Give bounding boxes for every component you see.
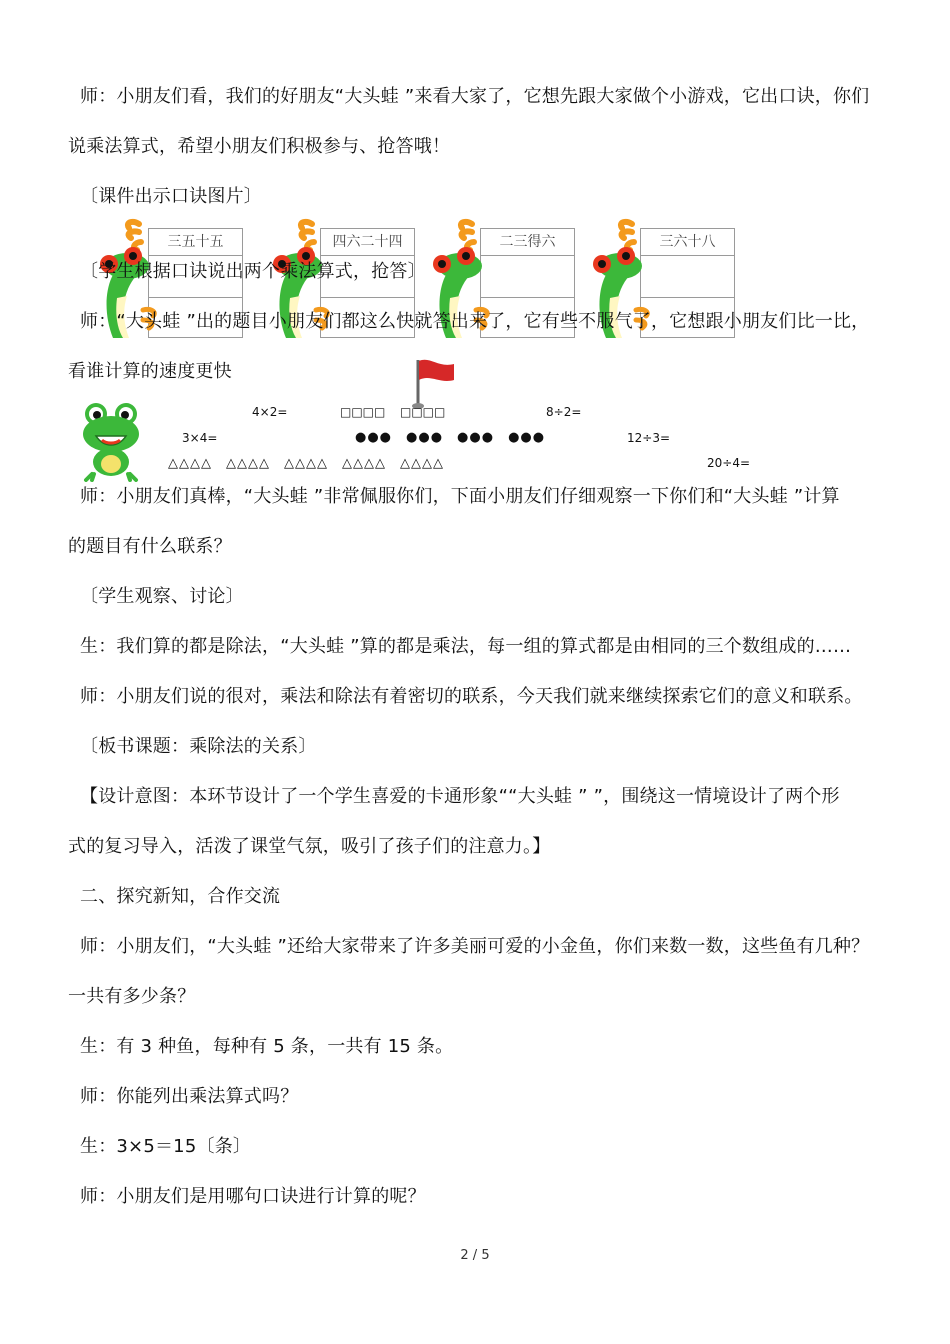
paragraph-line: 生：3×5＝15〔条〕 <box>80 1136 252 1157</box>
paragraph-line: 师：小朋友们看，我们的好朋友“大头蛙 ”来看大家了，它想先跟大家做个小游戏，它出口诀，你们 <box>80 86 870 107</box>
paragraph-line: 〔学生根据口诀说出两个乘法算式，抢答〕 <box>80 261 426 282</box>
paragraph-line: 说乘法算式，希望小朋友们积极参与、抢答哦！ <box>68 136 451 157</box>
triangle-groups: △△△△ △△△△ △△△△ △△△△ △△△△ <box>168 456 444 471</box>
paragraph-line: 师：小朋友们是用哪句口诀进行计算的呢？ <box>80 1186 426 1207</box>
equation-12div3: 12÷3= <box>627 431 671 445</box>
dot-groups: ●●● ●●● ●●● ●●● <box>355 430 546 445</box>
paragraph-line: 生：我们算的都是除法，“大头蛙 ”算的都是乘法，每一组的算式都是由相同的三个数组成的…… <box>80 636 852 657</box>
squares-group-b: □□□□ <box>400 405 446 419</box>
paragraph-line: 〔课件出示口诀图片〕 <box>80 186 262 207</box>
equation-8div2: 8÷2= <box>546 405 582 419</box>
rhyme-card-label: 三五十五 <box>149 229 242 256</box>
paragraph-line: 生：有 3 种鱼，每种有 5 条，一共有 15 条。 <box>80 1036 454 1057</box>
section-heading: 二、探究新知，合作交流 <box>80 886 281 907</box>
squares-group-a: □□□□ <box>340 405 386 419</box>
rhyme-card-label: 三六十八 <box>641 229 734 256</box>
paragraph-line: 师：小朋友们说的很对，乘法和除法有着密切的联系，今天我们就来继续探索它们的意义和联系。 <box>80 686 863 707</box>
design-intent-line: 【设计意图：本环节设计了一个学生喜爱的卡通形象““大头蛙 ” ”，围绕这一情境设计了两个形 <box>80 786 840 807</box>
paragraph-line: 师：你能列出乘法算式吗？ <box>80 1086 299 1107</box>
paragraph-line: 一共有多少条？ <box>68 986 196 1007</box>
rhyme-card-label: 四六二十四 <box>321 229 414 256</box>
paragraph-line: 师：小朋友们真棒，“大头蛙 ”非常佩服你们，下面小朋友们仔细观察一下你们和“大头蛙 ”计算 <box>80 486 840 507</box>
equation-4x2: 4×2= <box>252 405 288 419</box>
paragraph-line: 师：“大头蛙 ”出的题目小朋友们都这么快就答出来了，它有些不服气了，它想跟小朋友们比一比， <box>80 311 870 332</box>
sitting-frog-icon <box>80 400 142 482</box>
paragraph-line: 看谁计算的速度更快 <box>68 361 232 382</box>
equation-3x4: 3×4= <box>182 431 218 445</box>
paragraph-line: 的题目有什么联系？ <box>68 536 232 557</box>
design-intent-line: 式的复习导入，活泼了课堂气氛，吸引了孩子们的注意力。】 <box>68 836 551 857</box>
paragraph-line: 〔学生观察、讨论〕 <box>80 586 244 607</box>
page-number: 2 / 5 <box>460 1248 490 1263</box>
flag-icon <box>410 356 458 412</box>
rhyme-card-label: 二三得六 <box>481 229 574 256</box>
paragraph-line: 〔板书课题：乘除法的关系〕 <box>80 736 317 757</box>
paragraph-line: 师：小朋友们，“大头蛙 ”还给大家带来了许多美丽可爱的小金鱼，你们来数一数，这些鱼有几种？ <box>80 936 870 957</box>
equation-20div4: 20÷4= <box>707 456 751 470</box>
